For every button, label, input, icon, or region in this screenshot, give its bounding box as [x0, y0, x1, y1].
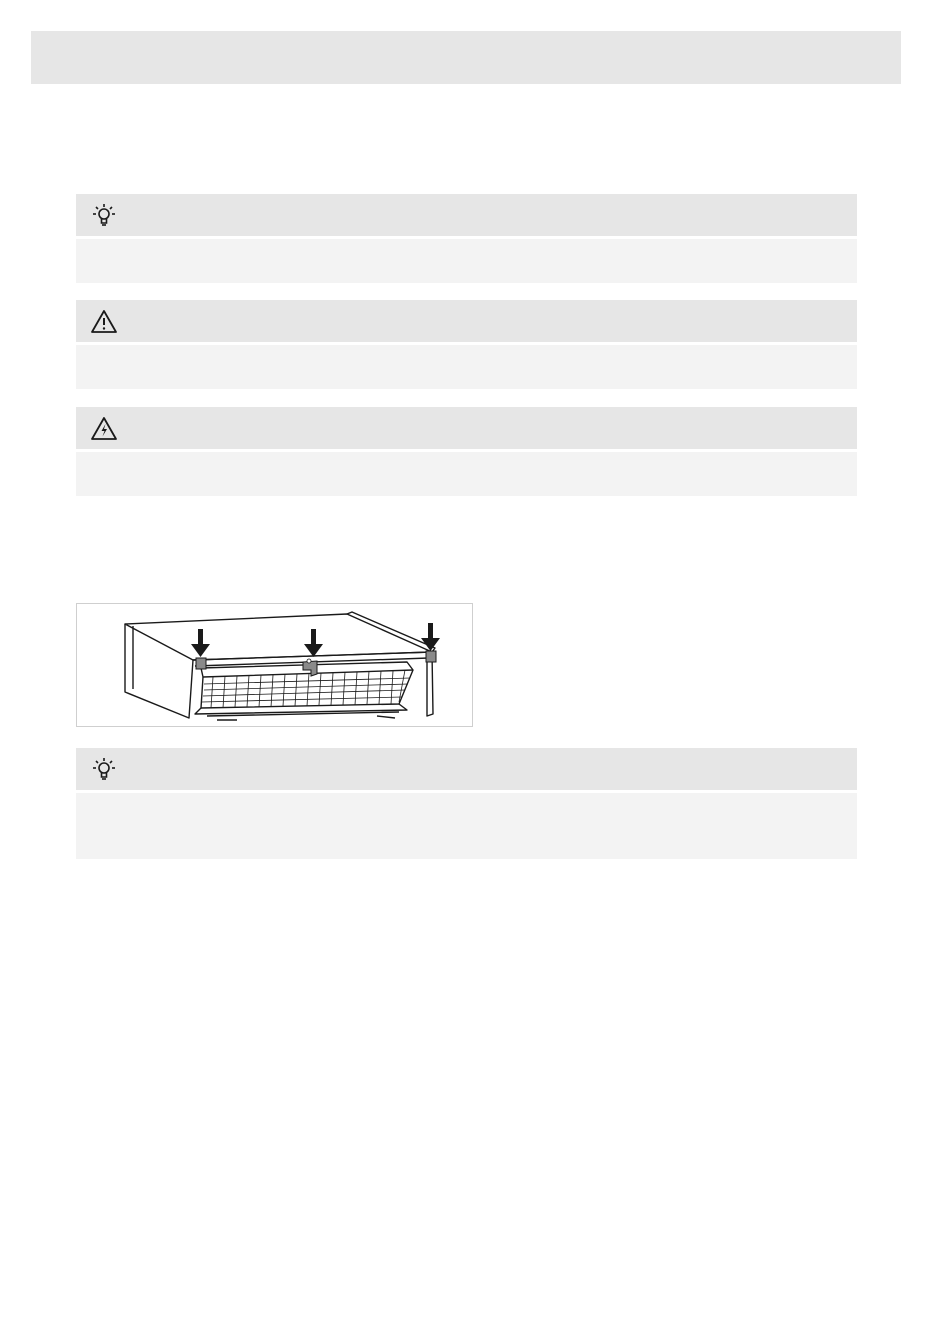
tip-notice	[76, 194, 857, 283]
tip-notice	[76, 748, 857, 859]
notice-header	[76, 300, 857, 342]
drawer-basket-illustration	[76, 603, 473, 727]
notice-body	[76, 793, 857, 859]
electric-shock-icon	[90, 415, 118, 443]
page-header-bar	[31, 31, 901, 84]
notice-body	[76, 239, 857, 283]
notice-body	[76, 345, 857, 389]
drawer-basket-drawing	[77, 604, 471, 725]
lightbulb-icon	[90, 202, 118, 230]
electrical-warning-notice	[76, 407, 857, 496]
notice-header	[76, 194, 857, 236]
lightbulb-icon	[90, 756, 118, 784]
notice-body	[76, 452, 857, 496]
warning-notice	[76, 300, 857, 389]
notice-header	[76, 407, 857, 449]
warning-triangle-icon	[90, 308, 118, 336]
notice-header	[76, 748, 857, 790]
